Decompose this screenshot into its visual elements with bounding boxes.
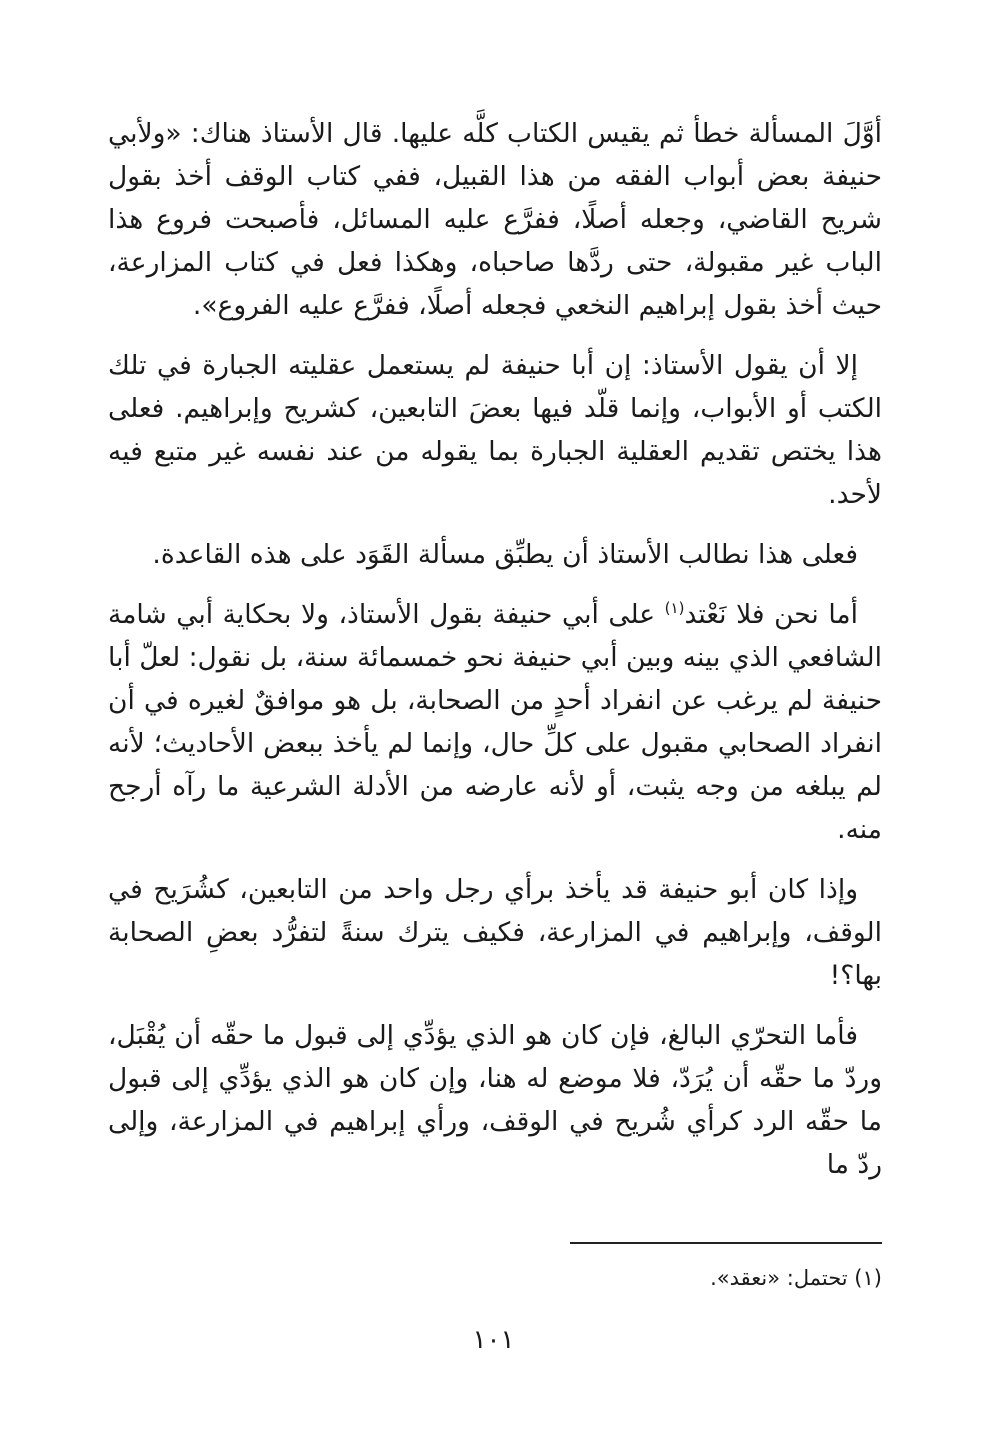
paragraph-with-footnote-ref [108, 593, 882, 851]
paragraph: إلا أن يقول الأستاذ: إن أبا حنيفة لم يستعمل عقليته الجبارة في تلك الكتب أو الأبواب، وإنما قلّد فيها بعضَ التابعين، كشريح وإبراهيم. فعلى هذا يختص تقديم العقلية الجبارة بما يقوله من عند نفسه غير متبع فيه لأحد. [108, 350, 882, 510]
footnote-reference: (١) [664, 599, 685, 618]
paragraph: فعلى هذا نطالب الأستاذ أن يطبِّق مسألة القَوَد على هذه القاعدة. [152, 539, 858, 570]
paragraph: وإذا كان أبو حنيفة قد يأخذ برأي رجل واحد من التابعين، كشُرَيح في الوقف، وإبراهيم في المزارعة، فكيف يترك سنةً لتفرُّد بعضِ الصحابة بها؟! [108, 874, 882, 991]
paragraph: أوَّلَ المسألة خطأ ثم يقيس الكتاب كلَّه عليها. قال الأستاذ هناك: «ولأبي حنيفة بعض أبواب الفقه من هذا القبيل، ففي كتاب الوقف أخذ بقول شريح القاضي، وجعله أصلًا، ففرَّع عليه المسائل، فأصبحت فروع هذا الباب غير مقبولة، حتى ردَّها صاحباه، وهكذا فعل في كتاب المزارعة، حيث أخذ بقول إبراهيم النخعي فجعله أصلًا، ففرَّع عليه الفروع». [108, 118, 882, 321]
page-number: ١٠١ [472, 1325, 515, 1355]
paragraph-text: على أبي حنيفة بقول الأستاذ، ولا بحكاية أبي شامة الشافعي الذي بينه وبين أبي حنيفة نحو خمسمائة سنة، بل نقول: لعلّ أبا حنيفة لم يرغب عن انفراد أحدٍ من الصحابة، بل هو موافقٌ لغيره في أن انفراد الصحابي مقبول على كلِّ حال، وإنما لم يأخذ ببعض الأحاديث؛ لأنه لم يبلغه من وجه يثبت، أو لأنه عارضه من الأدلة الشرعية ما رآه أرجح منه. [108, 599, 882, 845]
footnote-separator [570, 1242, 882, 1244]
paragraph: فأما التحرّي البالغ، فإن كان هو الذي يؤدِّي إلى قبول ما حقّه أن يُقْبَل، وردّ ما حقّه أن يُرَدّ، فلا موضع له هنا، وإن كان هو الذي يؤدِّي إلى قبول ما حقّه الرد كرأي شُريح في الوقف، ورأي إبراهيم في المزارعة، وإلى ردّ ما [108, 1020, 882, 1180]
paragraph-text: أما نحن فلا نَعْتد [684, 599, 858, 630]
footnote: (١) تحتمل: «نعقد». [710, 1266, 882, 1290]
main-text [108, 112, 882, 1203]
